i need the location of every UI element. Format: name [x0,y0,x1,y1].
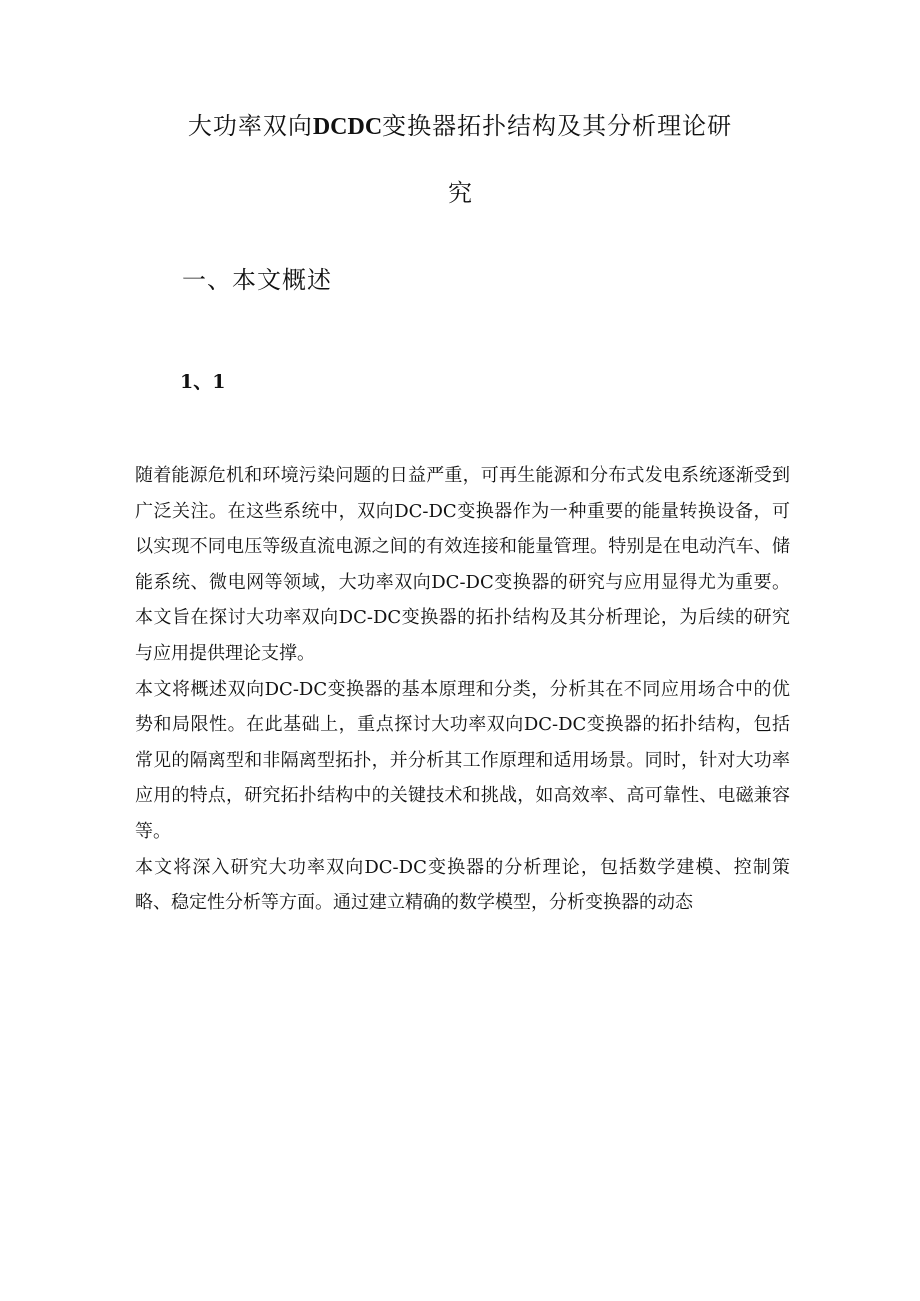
title-part-1: 大功率双向 [187,112,313,140]
section-heading: 一、本文概述 [182,266,332,294]
paragraph: 本文将概述双向DC-DC变换器的基本原理和分类，分析其在不同应用场合中的优势和局限性。在此基础上，重点探讨大功率双向DC-DC变换器的拓扑结构，包括常见的隔离型和非隔离型拓扑，并分析其工作原理和适用场景。同时，针对大功率应用的特点，研究拓扑结构中的关键技术和挑战，如高效率、高可靠性、电磁兼容等。 [135,678,790,842]
title-part-bold: DCDC [312,114,383,140]
sub-heading: 1、1 [180,371,226,393]
paragraph: 随着能源危机和环境污染问题的日益严重，可再生能源和分布式发电系统逐渐受到广泛关注。在这些系统中，双向DC-DC变换器作为一种重要的能量转换设备，可以实现不同电压等级直流电源之间的有效连接和能量管理。特别是在电动汽车、储能系统、微电网等领域，大功率双向DC-DC变换器的研究与应用显得尤为重要。本文旨在探讨大功率双向DC-DC变换器的拓扑结构及其分析理论，为后续的研究与应用提供理论支撑。 [135,465,790,664]
body-text [135,458,790,921]
document-title [0,110,920,143]
title-part-2: 变换器拓扑结构及其分析理论研 [382,112,733,140]
document-title-continued: 究 [448,179,472,207]
paragraph: 本文将深入研究大功率双向DC-DC变换器的分析理论，包括数学建模、控制策略、稳定性分析等方面。通过建立精确的数学模型，分析变换器的动态 [135,856,790,914]
